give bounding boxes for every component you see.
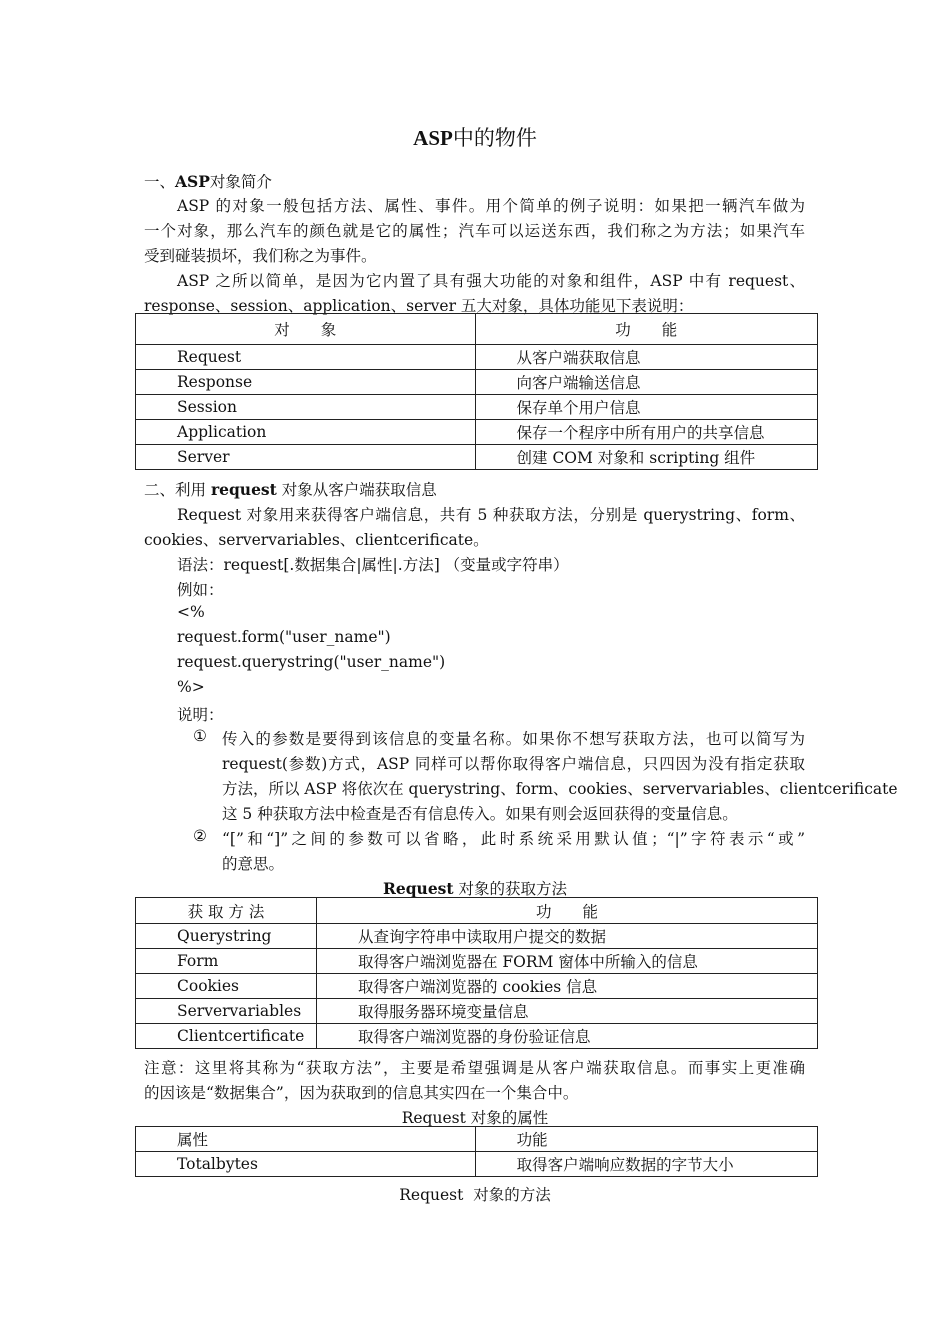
page-title [0,122,950,152]
note2-line2: 的意思。 [222,855,285,873]
table-row [136,445,818,470]
table-cell: Session [136,395,476,420]
note2-line1: “[”和“]”之间的参数可以省略，此时系统采用默认值；“|”字符表示“或” [222,830,805,848]
table-cell: Clientcertificate [136,1024,317,1049]
note1-line3: 方法，所以 ASP 将依次在 querystring、form、cookies、servervariables、clientcerificate [222,780,898,798]
table-cell: Application [136,420,476,445]
section1-para2-line2: response、session、application、server 五大对象，具体功能见下表说明： [144,297,694,315]
table-cell: 从客户端获取信息 [475,345,817,370]
title-rest: 中的物件 [452,126,537,150]
section1-heading: 一、ASP对象简介 [144,172,272,191]
table-cell: 取得客户端浏览器在 FORM 窗体中所输入的信息 [316,949,817,974]
objects-table [135,313,818,470]
note-label: 说明： [177,706,224,724]
table-row [136,395,818,420]
table-header-cell: 功能 [475,1127,817,1152]
table-cell: Cookies [136,974,317,999]
table-row [136,949,818,974]
note1-line2: request(参数)方式，ASP 同样可以帮你取得客户端信息，只四因为没有指定获取 [222,755,805,773]
table-cell: 取得客户端响应数据的字节大小 [475,1152,817,1177]
code-line: <% [177,603,205,621]
request-methods-table [135,897,818,1049]
table-row [136,924,818,949]
table-cell: 取得客户端浏览器的身份验证信息 [316,1024,817,1049]
table-header-cell: 功 能 [475,314,817,345]
table-header-cell: 对 象 [136,314,476,345]
code-line: %> [177,678,205,696]
syntax-line: 语法：request[.数据集合|属性|.方法] （变量或字符串） [177,556,569,574]
table-cell: 取得客户端浏览器的 cookies 信息 [316,974,817,999]
table2-caption: Request 对象的获取方法 [382,879,568,898]
note1-line4: 这 5 种获取方法中检查是否有信息传入。如果有则会返回获得的变量信息。 [222,805,738,823]
request-properties-table [135,1126,818,1177]
section2-heading: 二、利用 request 对象从客户端获取信息 [144,480,437,499]
table-row [136,974,818,999]
table-header-row [136,898,818,924]
code-line: request.querystring("user_name") [177,653,446,671]
table-cell: Request [136,345,476,370]
note-line2: 的因该是“数据集合”，因为获取到的信息其实四在一个集合中。 [144,1084,579,1102]
example-label: 例如： [177,581,224,599]
table-header-row [136,314,818,345]
note-marker: ① [193,727,207,745]
table-cell: Server [136,445,476,470]
table-cell: Form [136,949,317,974]
section1-para2-line1: ASP 之所以简单，是因为它内置了具有强大功能的对象和组件，ASP 中有 request、 [177,272,805,290]
section1-para1-line3: 受到碰装损坏，我们称之为事件。 [144,247,377,265]
table3-caption: Request 对象的属性 [401,1109,549,1127]
table-cell: 取得服务器环境变量信息 [316,999,817,1024]
table-cell: 创建 COM 对象和 scripting 组件 [475,445,817,470]
section2-para1-line2: cookies、servervariables、clientcerificate。 [144,531,489,549]
table-row [136,1152,818,1177]
note-marker: ② [193,827,207,845]
section2-para1-line1: Request 对象用来获得客户端信息，共有 5 种获取方法，分别是 querystring、form、 [177,506,805,524]
table-row [136,370,818,395]
table-header-cell: 获 取 方 法 [136,898,317,924]
table-cell: 保存一个程序中所有用户的共享信息 [475,420,817,445]
title-bold: ASP [413,126,453,150]
table-cell: Servervariables [136,999,317,1024]
table-cell: 从查询字符串中读取用户提交的数据 [316,924,817,949]
table-cell: 向客户端输送信息 [475,370,817,395]
table-row [136,1024,818,1049]
note1-line1: 传入的参数是要得到该信息的变量名称。如果你不想写获取方法，也可以简写为 [222,730,805,748]
table-cell: Response [136,370,476,395]
table4-caption: Request 对象的方法 [399,1186,551,1204]
table-header-cell: 功 能 [316,898,817,924]
table-row [136,999,818,1024]
table-cell: 保存单个用户信息 [475,395,817,420]
table-row [136,345,818,370]
section1-para1-line2: 一个对象，那么汽车的颜色就是它的属性；汽车可以运送东西，我们称之为方法；如果汽车 [144,222,805,240]
table-cell: Querystring [136,924,317,949]
section1-para1-line1: ASP 的对象一般包括方法、属性、事件。用个简单的例子说明：如果把一辆汽车做为 [177,197,805,215]
table-cell: Totalbytes [136,1152,476,1177]
table-header-cell: 属性 [136,1127,476,1152]
note-line1: 注意：这里将其称为“获取方法”，主要是希望强调是从客户端获取信息。而事实上更准确 [144,1059,805,1077]
table-header-row [136,1127,818,1152]
code-line: request.form("user_name") [177,628,391,646]
table-row [136,420,818,445]
